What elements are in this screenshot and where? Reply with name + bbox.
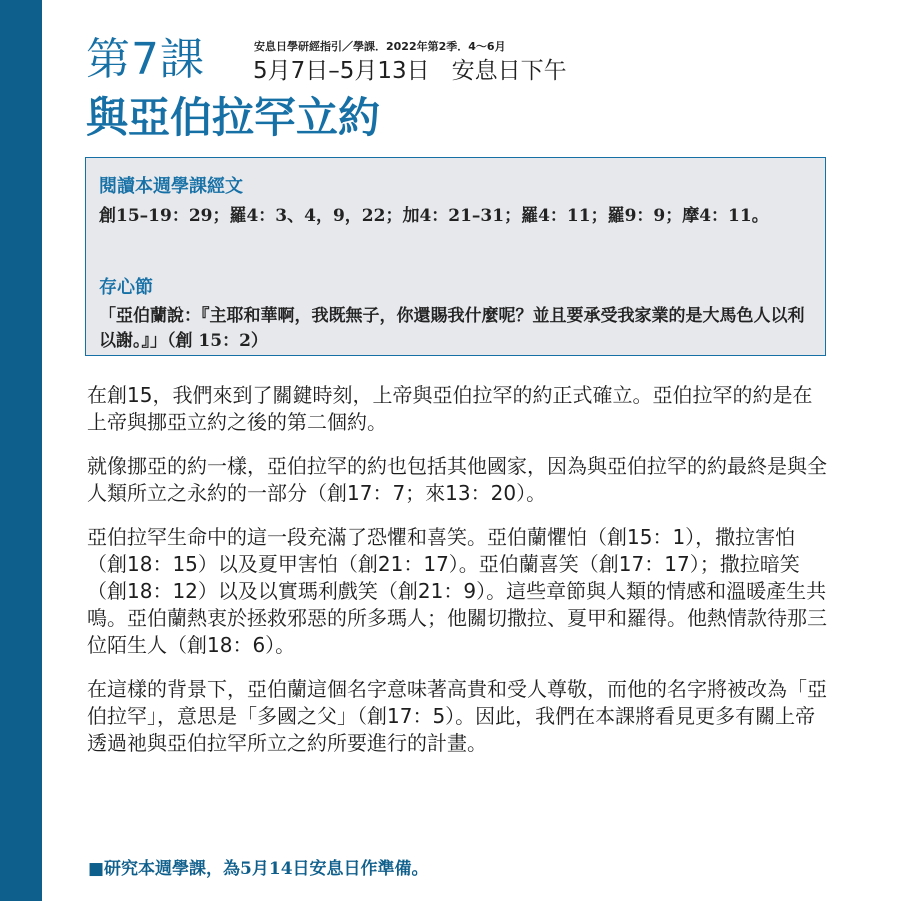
study-note: ■研究本週學課，為5月14日安息日作準備。 [88, 859, 429, 879]
body-text [87, 382, 832, 774]
lesson-title: 與亞伯拉罕立約 [86, 93, 381, 142]
memory-verse-text: 「亞伯蘭說：『主耶和華啊，我既無子，你還賜我什麼呢？並且要承受我家業的是大馬色人以利以謝。』」（創 15：2） [99, 306, 805, 351]
paragraph-4: 在這樣的背景下，亞伯蘭這個名字意味著高貴和受人尊敬，而他的名字將被改為「亞伯拉罕」，意思是「多國之父」（創17：5）。因此，我們在本課將看見更多有關上帝透過祂與亞伯拉罕所立之約所要進行的計畫。 [87, 677, 827, 755]
date-range: 5月7日–5月13日 [253, 58, 430, 84]
reading-box [85, 157, 826, 356]
paragraph-1: 在創15，我們來到了關鍵時刻，上帝與亞伯拉罕的約正式確立。亞伯拉罕的約是在上帝與挪亞立約之後的第二個約。 [87, 383, 813, 434]
lesson-number: 第7課 [86, 34, 205, 85]
reading-text: 創15–19：29；羅4：3、4，9，22；加4：21–31；羅4：11；羅9：9；摩4：11。 [99, 206, 769, 226]
series-info: 安息日學研經指引／學課．2022年第2季．4～6月 [254, 40, 506, 53]
reading-heading: 閱讀本週學課經文 [99, 176, 243, 197]
sabbath-label: 安息日下午 [451, 58, 567, 84]
side-accent-bar [0, 0, 42, 901]
paragraph-2: 就像挪亞的約一樣，亞伯拉罕的約也包括其他國家，因為與亞伯拉罕的約最終是與全人類所立之永約的一部分（創17：7；來13：20）。 [87, 454, 827, 505]
memory-verse-heading: 存心節 [99, 277, 153, 298]
date-line [253, 56, 567, 86]
paragraph-3: 亞伯拉罕生命中的這一段充滿了恐懼和喜笑。亞伯蘭懼怕（創15：1），撒拉害怕（創18：15）以及夏甲害怕（創21：17）。亞伯蘭喜笑（創17：17）；撒拉暗笑（創18：12）以及以實瑪利戲笑（創21：9）。這些章節與人類的情感和溫暖產生共鳴。亞伯蘭熱衷於拯救邪惡的所多瑪人；他關切撒拉、夏甲和羅得。他熱情款待那三位陌生人（創18：6）。 [87, 525, 827, 657]
